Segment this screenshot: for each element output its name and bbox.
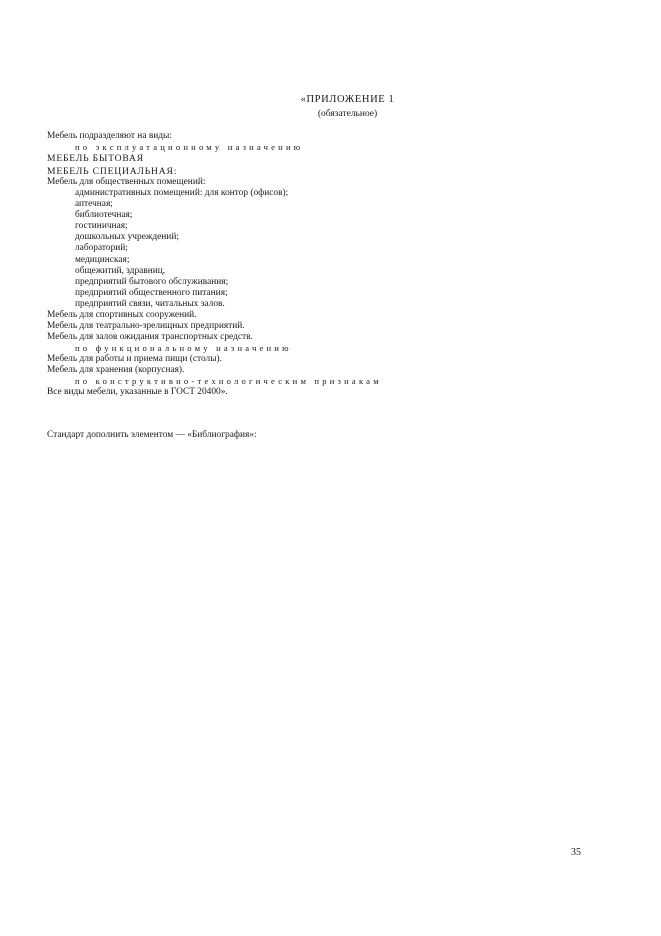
classification-list — [47, 131, 627, 398]
list-item: медицинская; — [75, 254, 130, 265]
section-heading: по функциональному назначению — [75, 342, 292, 353]
list-item: библиотечная; — [75, 210, 133, 221]
section-heading: по эксплуатационному назначению — [75, 142, 304, 153]
page-number: 35 — [571, 847, 581, 858]
list-item: дошкольных учреждений; — [75, 232, 179, 243]
section-heading: по конструктивно-технологическим признакам — [75, 376, 382, 387]
closing-statement: Стандарт дополнить элементом — «Библиография»: — [47, 430, 257, 440]
text-line: Мебель для общественных помещений: — [47, 177, 206, 188]
list-item: общежитий, здравниц, — [75, 265, 166, 276]
text-line: Все виды мебели, указанные в ГОСТ 20400». — [47, 387, 228, 398]
appendix-title: «ПРИЛОЖЕНИЕ 1 — [300, 94, 395, 105]
list-item: административных помещений: для контор (офисов); — [75, 188, 289, 199]
category-heading: МЕБЕЛЬ БЫТОВАЯ — [47, 153, 144, 165]
text-line: Мебель для спортивных сооружений. — [47, 309, 197, 320]
text-line: Мебель для залов ожидания транспортных средств. — [47, 331, 253, 342]
list-item: лабораторий; — [75, 243, 128, 254]
text-line: Мебель для работы и приема пищи (столы). — [47, 353, 222, 364]
text-line: Мебель для театрально-зрелищных предприятий. — [47, 320, 245, 331]
list-item: предприятий бытового обслуживания; — [75, 276, 229, 287]
list-item: аптечная; — [75, 199, 113, 210]
list-item: предприятий общественного питания; — [75, 287, 228, 298]
appendix-subtitle: (обязательное) — [317, 109, 378, 119]
category-heading: МЕБЕЛЬ СПЕЦИАЛЬНАЯ: — [47, 166, 178, 178]
text-line: Мебель для хранения (корпусная). — [47, 364, 185, 375]
list-item: предприятий связи, читальных залов. — [75, 298, 225, 309]
text-line: Мебель подразделяют на виды: — [47, 131, 172, 141]
list-item: гостиничная; — [75, 221, 128, 232]
